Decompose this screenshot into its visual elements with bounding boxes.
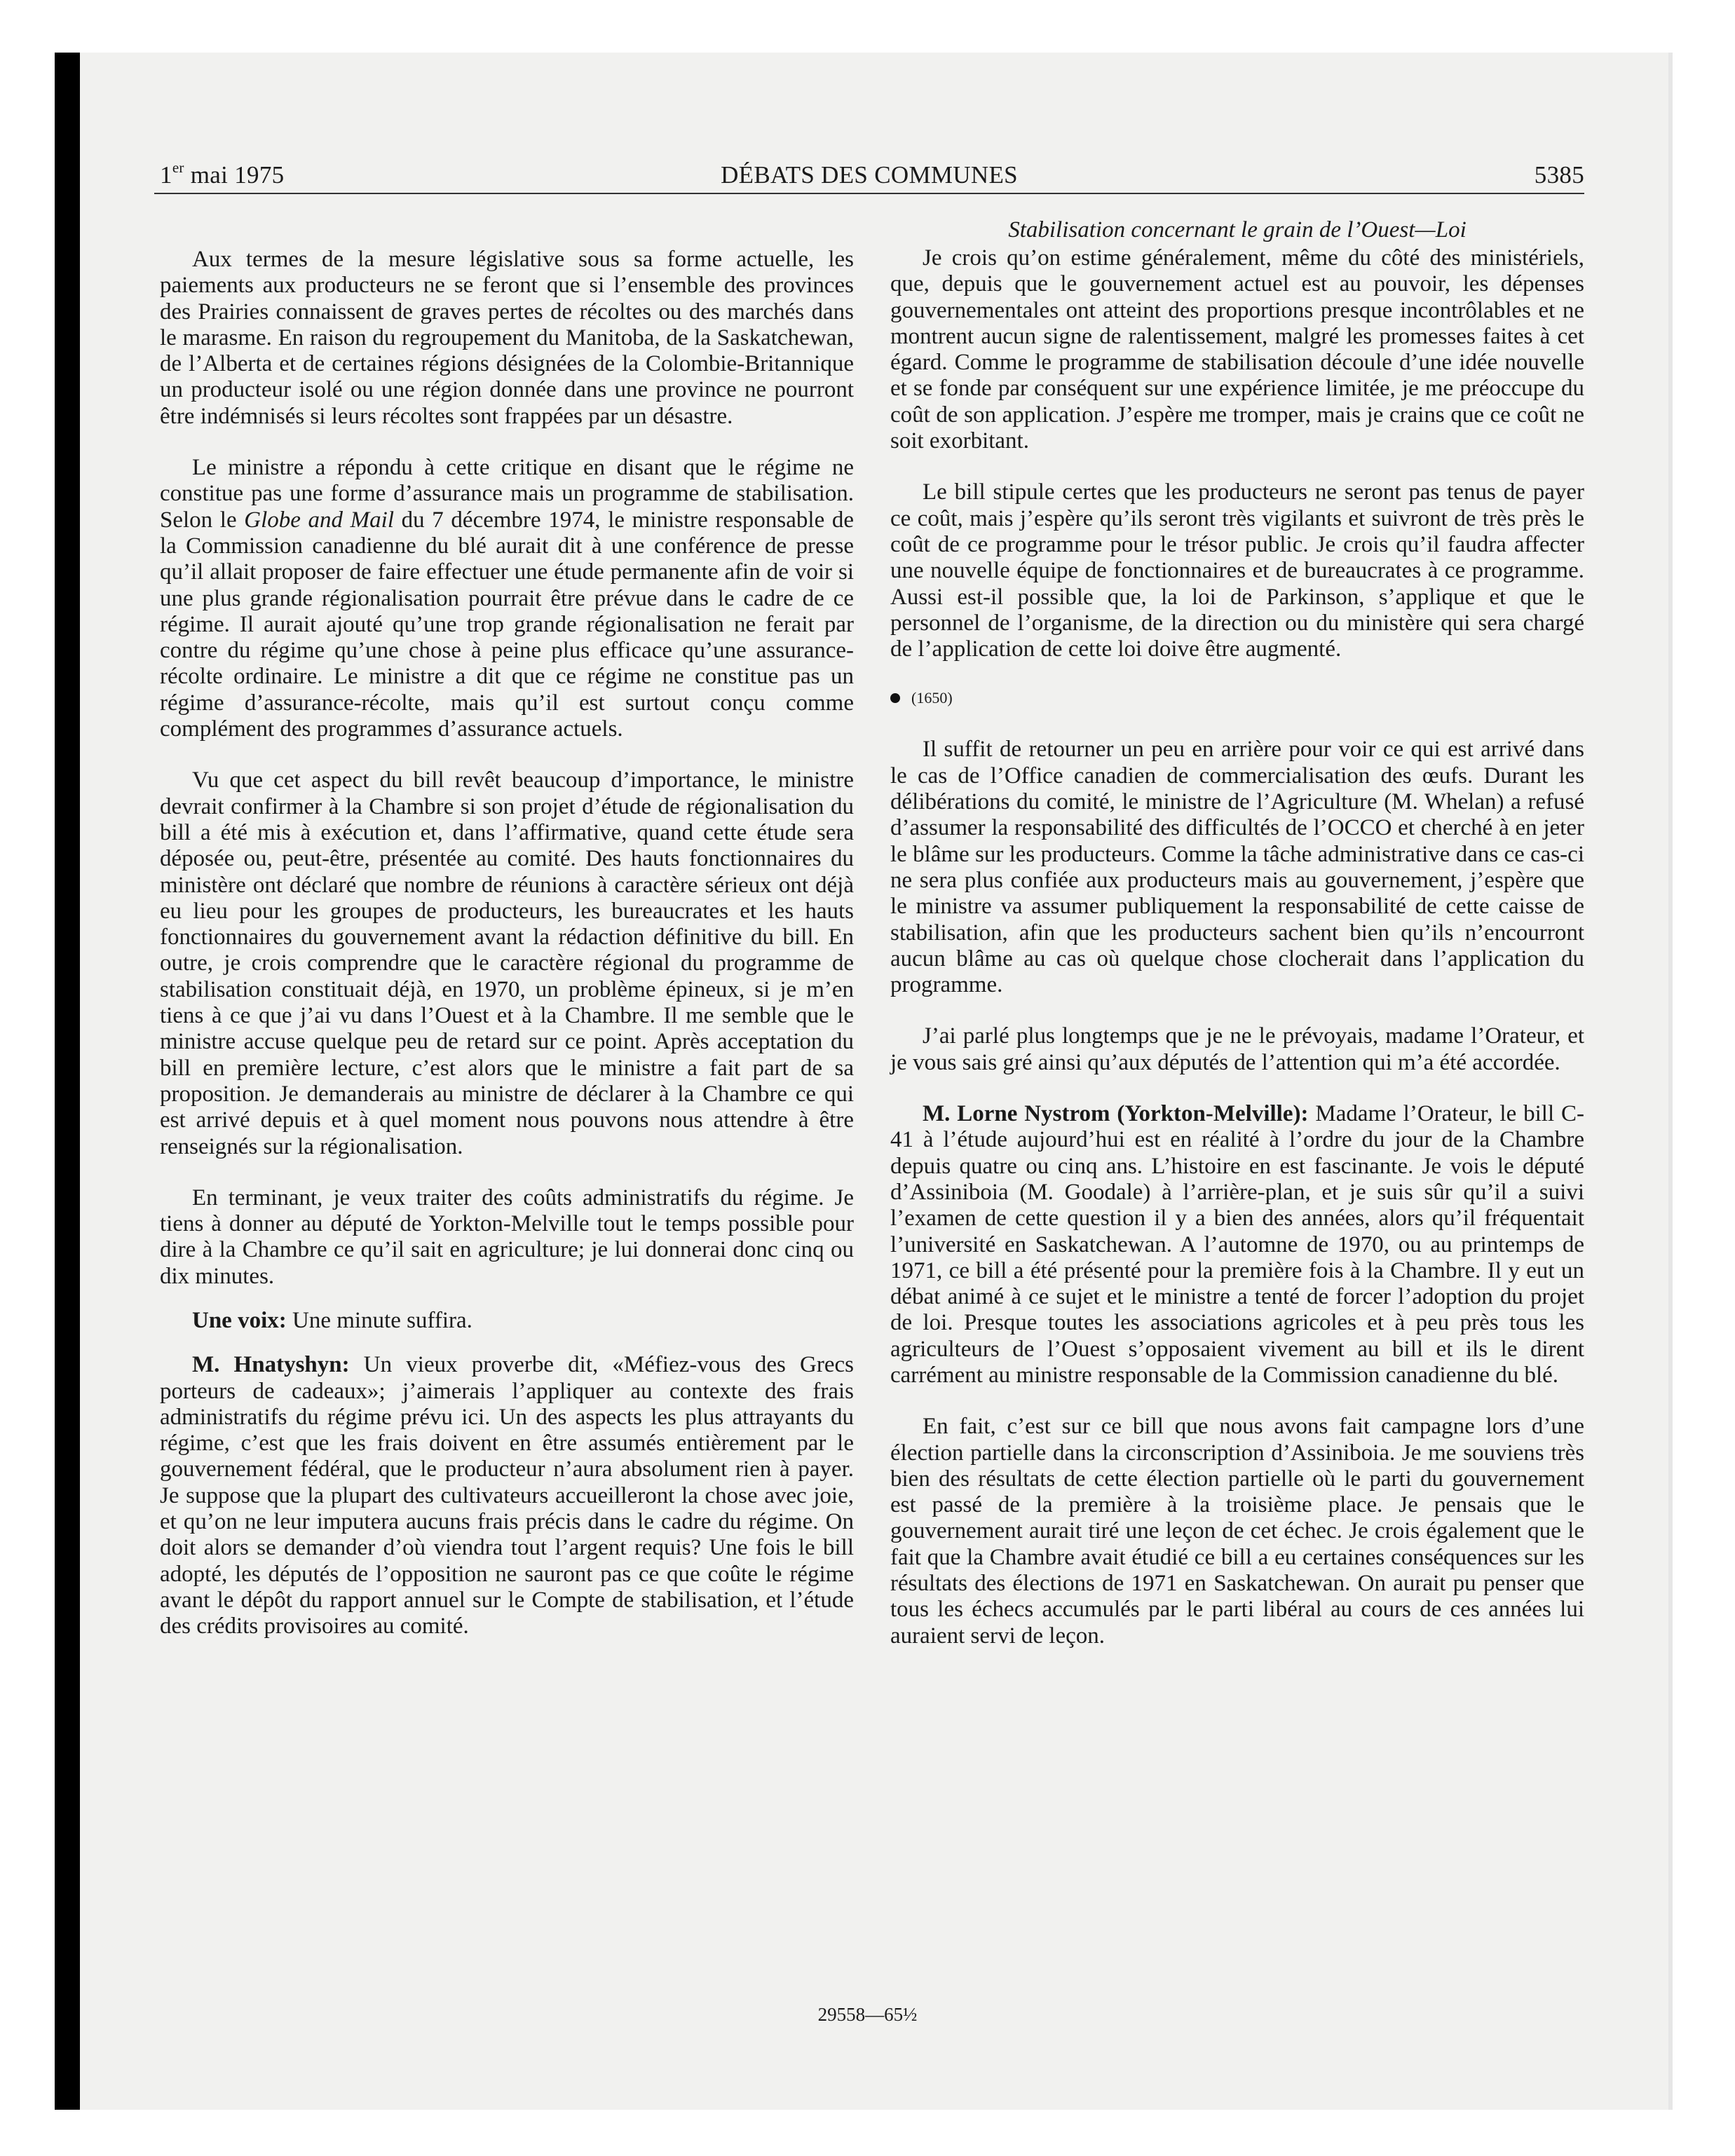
speech-paragraph bbox=[160, 1352, 854, 1639]
header-date-sup: er bbox=[172, 159, 184, 177]
speech-text: Un vieux proverbe dit, «Méfiez-vous des Grecs porteurs de cadeaux»; j’aimerais l’appliquer au contexte des frais administratifs du régime prévu ici. Un des aspects les plus attrayants du régime, c’est que les frais doivent en être assumés entièrement par le gouvernement fédéral, que le producteur n’aura absolument rien à payer. Je suppose que la plupart des cultivateurs accueilleront la chose avec joie, et qu’on ne leur imputera aucuns frais précis dans le cadre du régime. On doit alors se demander d’où viendra tout l’argent requis? Une fois le bill adopté, les députés de l’opposition ne sauront pas ce que coûte le régime avant le dépôt du rapport annuel sur le Compte de stabilisation, et l’étude des crédits provisoires au comité. bbox=[160, 1352, 854, 1639]
paragraph: Le bill stipule certes que les producteurs ne seront pas tenus de payer ce coût, mais j’espère qu’ils seront très vigilants et suivront de très près le coût de ce programme pour le trésor public. Je crois qu’il faudra affecter une nouvelle équipe de fonctionnaires et de bureaucrates à ce programme. Aussi est-il possible que, la loi de Parkinson, s’applique et que le personnel de l’organisme, de la direction ou du ministère qui sera chargé de l’application de cette loi doive être augmenté. bbox=[890, 479, 1584, 662]
paragraph: Vu que cet aspect du bill revêt beaucoup d’importance, le ministre devrait confirmer à la Chambre si son projet d’étude de régionalisation du bill a été mis à exécution et, dans l’affirmative, quand cette étude sera déposée ou, peut-être, présentée au comité. Des hauts fonctionnaires du ministère ont déclaré que nombre de réunions à caractère sérieux ont déjà eu lieu pour les groupes de producteurs, les bureaucrates et les hauts fonctionnaires du gouvernement avant la rédaction définitive du bill. En outre, je crois comprendre que le caractère régional du programme de stabilisation constituait déjà, en 1970, un problème épineux, si je m’en tiens à ce que j’ai vu dans l’Ouest et à la Chambre. Il me semble que le ministre accuse quelque peu de retard sur ce point. Après acceptation du bill en première lecture, c’est alors que le ministre a fait part de sa proposition. Je demanderais au ministre de déclarer à la Chambre ce qui est arrivé depuis et à quel moment nous pouvons nous attendre à être renseignés sur la régionalisation. bbox=[160, 767, 854, 1159]
header-date-day: 1 bbox=[160, 161, 172, 189]
speech-text: Une minute suffira. bbox=[286, 1307, 472, 1333]
bullet-dot-icon bbox=[890, 693, 900, 703]
paragraph: J’ai parlé plus longtemps que je ne le prévoyais, madame l’Orateur, et je vous sais gré ainsi qu’aux députés de l’attention qui m’a été accordée. bbox=[890, 1023, 1584, 1075]
page-footer-code: 29558—65½ bbox=[817, 2004, 918, 2025]
speaker-name: M. Lorne Nystrom (Yorkton-Melville): bbox=[923, 1101, 1309, 1127]
speaker-name: M. Hnatyshyn: bbox=[192, 1352, 350, 1378]
speech-paragraph bbox=[890, 1101, 1584, 1389]
right-column bbox=[890, 245, 1584, 1649]
paragraph bbox=[160, 455, 854, 742]
paragraph: Je crois qu’on estime généralement, même du côté des ministériels, que, depuis que le gouvernement actuel est au pouvoir, les dépenses gouvernementales ont atteint des proportions presque incontrôlables et ne montrent aucun signe de ralentissement, malgré les promesses faites à cet égard. Comme le programme de stabilisation découle d’une idée nouvelle et se fonde par conséquent sur une expérience limitée, je me préoccupe du coût de son application. J’espère me tromper, mais je crains que ce coût ne soit exorbitant. bbox=[890, 245, 1584, 454]
paragraph-text: Le ministre a répondu à cette critique en disant que le régime ne constitue pas une forme d’assurance mais un programme de stabilisation. Selon le bbox=[160, 455, 854, 533]
time-marker bbox=[890, 688, 1584, 709]
time-marker-text: (1650) bbox=[911, 689, 953, 707]
header-title: DÉBATS DES COMMUNES bbox=[721, 161, 1018, 189]
header-rule bbox=[154, 193, 1584, 194]
paragraph-text: du 7 décembre 1974, le ministre responsable de la Commission canadienne du blé aurait dit à une conférence de presse qu’il allait proposer de faire effectuer une étude permanente afin de voir si une plus grande régionalisation pourrait être prévue dans le cadre de ce régime. Il aurait ajouté qu’une trop grande régionalisation ne ferait par contre du régime qu’une chose à peine plus efficace qu’une assurance-récolte ordinaire. Le ministre a dit que ce régime ne constitue pas un régime d’assurance-récolte, mais qu’il est surtout conçu comme complément des programmes d’assurance actuels. bbox=[160, 507, 854, 742]
newspaper-name: Globe and Mail bbox=[244, 507, 395, 533]
scan-right-edge bbox=[1668, 53, 1673, 2110]
speech-paragraph bbox=[160, 1308, 854, 1334]
paragraph: Il suffit de retourner un peu en arrière pour voir ce qui est arrivé dans le cas de l’Office canadien de commercialisation des œufs. Durant les délibérations du comité, le ministre de l’Agriculture (M. Whelan) a refusé d’assumer la responsabilité des difficultés de l’OCCO et cherché à en jeter le blâme sur les producteurs. Comme la tâche administrative dans ce cas-ci ne sera plus confiée aux producteurs mais au gouvernement, j’espère que le ministre va assumer publiquement la responsabilité de cette caisse de stabilisation, afin que les producteurs sachent bien qu’ils n’encourront aucun blâme au cas où quelque chose clocherait dans l’application du programme. bbox=[890, 737, 1584, 998]
running-title: Stabilisation concernant le grain de l’Ouest—Loi bbox=[1008, 217, 1467, 243]
paragraph: En fait, c’est sur ce bill que nous avons fait campagne lors d’une élection partielle dans la circonscription d’Assiniboia. Je me souviens très bien des résultats de cette élection partielle où le parti du gouvernement est passé de la première à la troisième place. Je pensais que le gouvernement aurait tiré une leçon de cet échec. Je crois également que le fait que la Chambre avait étudié ce bill a eu certaines conséquences sur les résultats des élections de 1971 en Saskatchewan. On aurait pu penser que tous les échecs accumulés par le parti libéral au cours de ces années lui auraient servi de leçon. bbox=[890, 1414, 1584, 1649]
page-header bbox=[154, 160, 1584, 195]
speech-text: Madame l’Orateur, le bill C-41 à l’étude aujourd’hui est en réalité à l’ordre du jour de la Chambre depuis quatre ou cinq ans. L’histoire en est fascinante. Je vois le député d’Assiniboia (M. Goodale) à l’arrière-plan, et je suis sûr qu’il a suivi l’examen de cette question il y a bien des années, alors qu’il fréquentait l’université en Saskatchewan. A l’automne de 1970, ou au printemps de 1971, ce bill a été présenté pour la première fois à la Chambre. Il y eut un débat animé à ce sujet et le ministre a tenté de forcer l’adoption du projet de loi. Presque toutes les associations agricoles et à peu près tous les agriculteurs de l’Ouest s’opposaient vivement au bill et ils le dirent carrément au ministre responsable de la Commission canadienne du blé. bbox=[890, 1101, 1584, 1388]
scan-edge-bar bbox=[55, 53, 80, 2110]
header-date-rest: mai 1975 bbox=[184, 161, 285, 189]
header-page-number: 5385 bbox=[1534, 161, 1584, 189]
speaker-name: Une voix: bbox=[192, 1307, 287, 1333]
paragraph: Aux termes de la mesure législative sous sa forme actuelle, les paiements aux producteurs ne se feront que si l’ensemble des provinces des Prairies connaissent de graves pertes de récoltes ou des marchés dans le marasme. En raison du regroupement du Manitoba, de la Saskatchewan, de l’Alberta et de certaines régions désignées de la Colombie-Britannique un producteur isolé ou une région donnée dans une province ne pourront être indémnisés si leurs récoltes sont frappées par un désastre. bbox=[160, 247, 854, 429]
left-column bbox=[160, 247, 854, 1640]
paragraph: En terminant, je veux traiter des coûts administratifs du régime. Je tiens à donner au député de Yorkton-Melville tout le temps possible pour dire à la Chambre ce qu’il sait en agriculture; je lui donnerai donc cinq ou dix minutes. bbox=[160, 1185, 854, 1289]
